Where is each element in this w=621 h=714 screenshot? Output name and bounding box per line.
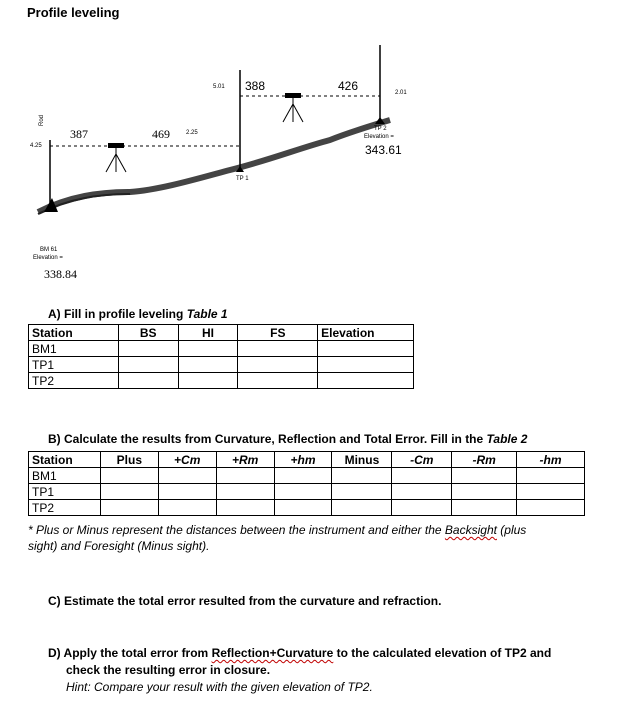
column-header: Minus [332,452,392,468]
column-header: HI [178,325,238,341]
value-cell[interactable] [517,484,585,500]
distance-label-1: 387 [70,127,88,141]
rod-reading-4: 2.01 [395,90,407,96]
value-cell[interactable] [100,468,158,484]
table-2-header [29,452,585,468]
table-1 [28,324,414,389]
value-cell[interactable] [274,484,332,500]
table-row [29,484,585,500]
station-cell: TP1 [29,484,101,500]
level-instrument-1 [106,143,126,172]
bs-cell[interactable] [118,341,178,357]
value-cell[interactable] [517,468,585,484]
column-header: -hm [517,452,585,468]
elevation-cell[interactable] [318,341,414,357]
column-header: Elevation [318,325,414,341]
part-d-question: D) Apply the total error from Reflection+Curvature to the calculated elevation of TP2 and check the resulting error in closure. Hint: Compare your result with the given elevation of TP2. [48,646,552,694]
distance-label-3: 388 [245,79,266,93]
fs-cell[interactable] [238,341,318,357]
value-cell[interactable] [452,484,517,500]
elevation-cell[interactable] [318,357,414,373]
part-d-hint: Hint: Compare your result with the given elevation of TP2. [66,680,373,694]
table-2-footnote: * Plus or Minus represent the distances between the instrument and either the Backsight (plus sight) and Foresight (Minus sight). [28,523,527,553]
value-cell[interactable] [216,484,274,500]
column-header: BS [118,325,178,341]
rod-reading-3: 5.01 [213,84,225,90]
page-title: Profile leveling [27,5,120,20]
table-2 [28,451,585,516]
fs-cell[interactable] [238,357,318,373]
tp1-label: TP 1 [236,176,249,182]
column-header: FS [238,325,318,341]
bm-elevation-label: Elevation = [33,255,63,261]
hi-cell[interactable] [178,357,238,373]
tp2-label: TP 2 [374,126,387,132]
profile-diagram [0,0,621,300]
value-cell[interactable] [392,500,452,516]
distance-label-4: 426 [338,79,359,93]
rod-reading-1: 4.25 [30,143,42,149]
column-header: +Cm [158,452,216,468]
column-header: Station [29,452,101,468]
column-header: -Cm [392,452,452,468]
station-cell: TP1 [29,357,119,373]
tp2-elevation-label: Elevation = [364,134,394,140]
value-cell[interactable] [332,468,392,484]
elevation-cell[interactable] [318,373,414,389]
hi-cell[interactable] [178,341,238,357]
value-cell[interactable] [332,500,392,516]
column-header: Plus [100,452,158,468]
table-row [29,373,414,389]
value-cell[interactable] [216,500,274,516]
rod-reading-2: 2.25 [186,130,198,136]
value-cell[interactable] [158,484,216,500]
value-cell[interactable] [158,500,216,516]
value-cell[interactable] [216,468,274,484]
bm-elevation-value: 338.84 [44,267,77,281]
column-header: +hm [274,452,332,468]
value-cell[interactable] [392,468,452,484]
column-header: Station [29,325,119,341]
bs-cell[interactable] [118,373,178,389]
station-cell: BM1 [29,468,101,484]
station-cell: BM1 [29,341,119,357]
level-instrument-2 [283,93,303,122]
value-cell[interactable] [517,500,585,516]
station-cell: TP2 [29,500,101,516]
value-cell[interactable] [452,468,517,484]
value-cell[interactable] [100,500,158,516]
value-cell[interactable] [274,468,332,484]
station-cell: TP2 [29,373,119,389]
table-row [29,357,414,373]
column-header: +Rm [216,452,274,468]
value-cell[interactable] [100,484,158,500]
hi-cell[interactable] [178,373,238,389]
bm-label: BM 61 [40,247,58,253]
tp2-elevation-value: 343.61 [365,143,402,157]
value-cell[interactable] [452,500,517,516]
part-c-question: C) Estimate the total error resulted from the curvature and refraction. [48,594,442,608]
value-cell[interactable] [392,484,452,500]
table-row [29,341,414,357]
bs-cell[interactable] [118,357,178,373]
ground-profile [38,120,390,212]
table-row [29,500,585,516]
rod-label: Rod [39,114,46,127]
column-header: -Rm [452,452,517,468]
value-cell[interactable] [158,468,216,484]
table-1-header [29,325,414,341]
distance-label-2: 469 [152,127,170,141]
fs-cell[interactable] [238,373,318,389]
part-b-heading: B) Calculate the results from Curvature, Reflection and Total Error. Fill in the Table 2 [48,432,528,446]
value-cell[interactable] [332,484,392,500]
value-cell[interactable] [274,500,332,516]
part-a-heading: A) Fill in profile leveling Table 1 [48,307,228,321]
table-row [29,468,585,484]
